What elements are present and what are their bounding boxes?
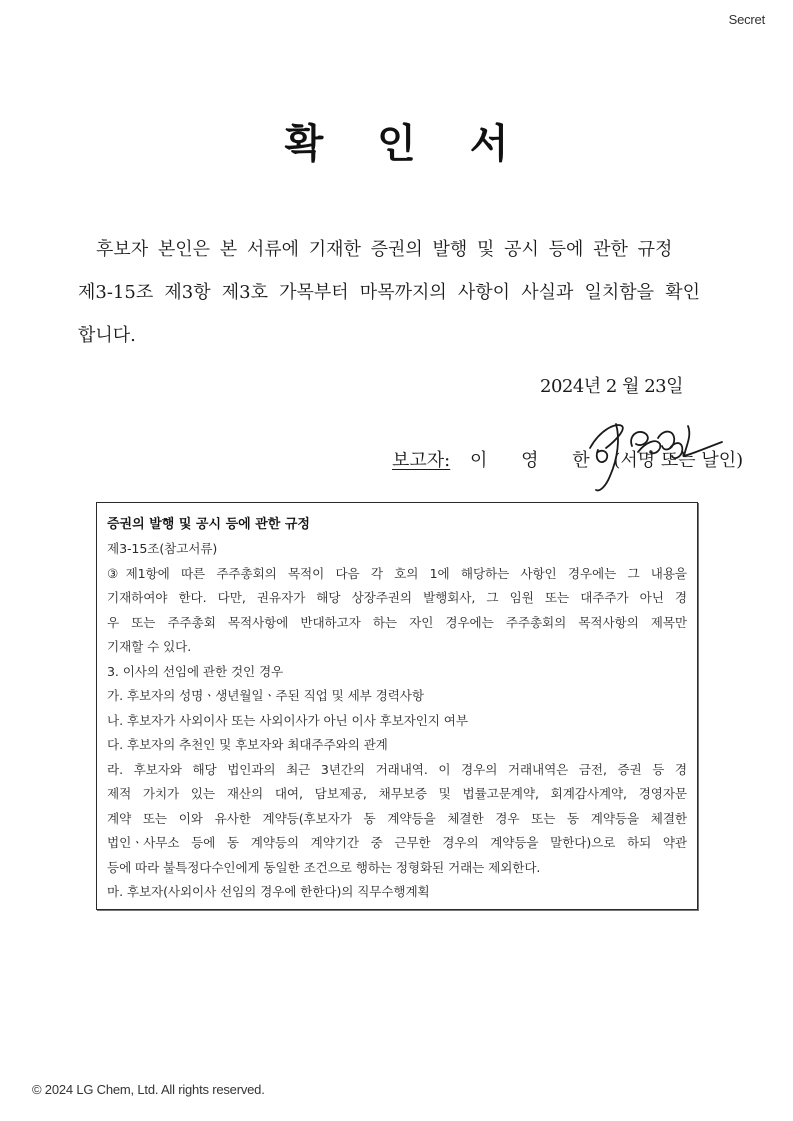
- statement-line: [78, 228, 700, 271]
- signature-note: (서명 또는 날인): [613, 450, 744, 471]
- statement-line: [78, 271, 700, 314]
- statement-line-text: 후보자 본인은 본 서류에 기재한 증권의 발행 및 공시 등에 관한 규정: [96, 239, 673, 260]
- document-title: 확 인 서: [284, 121, 529, 167]
- regulation-line: 기재하여야 한다. 다만, 권유자가 해당 상장주권의 발행회사, 그 임원 또는 대주주가 아닌 경: [107, 590, 687, 605]
- confirmation-statement: [78, 228, 700, 357]
- regulation-title: 증권의 발행 및 공시 등에 관한 규정: [107, 517, 310, 532]
- regulation-line: 법인ㆍ사무소 등에 동 계약등의 계약기간 중 근무한 경우의 계약등을 말한다)으로 하되 약관: [107, 835, 687, 850]
- regulation-line: 우 또는 주주총회 목적사항에 반대하고자 하는 자인 경우에는 주주총회의 목적사항의 제목만: [107, 614, 687, 630]
- regulation-line: 등에 따라 불특정다수인에게 동일한 조건으로 행하는 정형화된 거래는 제외한다.: [107, 859, 541, 875]
- reporter-label: 보고자:: [392, 450, 451, 471]
- classification-label: Secret: [728, 12, 765, 27]
- regulation-reference-box: [96, 502, 698, 910]
- regulation-line: 계약 또는 이와 유사한 계약등(후보자가 동 계약등을 체결한 경우 또는 동 계약등을 체결한: [107, 810, 687, 826]
- handwritten-signature-icon: [580, 408, 730, 498]
- regulation-line: 기재할 수 있다.: [107, 639, 192, 654]
- regulation-item: 마. 후보자(사외이사 선임의 경우에 한한다)의 직무수행계획: [107, 884, 430, 899]
- reporter-name: 이 영 한: [469, 450, 604, 471]
- regulation-item: 가. 후보자의 성명ㆍ생년월일ㆍ주된 직업 및 세부 경력사항: [107, 688, 424, 703]
- regulation-item: 나. 후보자가 사외이사 또는 사외이사가 아닌 이사 후보자인지 여부: [107, 712, 468, 728]
- document-date: 2024년 2 월 23일: [540, 376, 683, 397]
- statement-line-text: 제3-15조 제3항 제3호 가목부터 마목까지의 사항이 사실과 일치함을 확인: [78, 282, 700, 303]
- regulation-item: 다. 후보자의 추천인 및 후보자와 최대주주와의 관계: [107, 737, 388, 752]
- statement-line: [78, 314, 700, 357]
- regulation-item: 라. 후보자와 해당 법인과의 최근 3년간의 거래내역. 이 경우의 거래내역은 금전, 증권 등 경: [107, 761, 687, 777]
- regulation-item: 3. 이사의 선임에 관한 것인 경우: [107, 663, 284, 679]
- regulation-article: 제3-15조(참고서류): [107, 541, 218, 556]
- regulation-line: 제적 가치가 있는 재산의 대여, 담보제공, 채무보증 및 법률고문계약, 회계감사계약, 경영자문: [107, 786, 687, 801]
- regulation-line: ③제1항에 따른 주주총회의 목적이 다음 각 호의 1에 해당하는 사항인 경우에는 그 내용을: [107, 565, 687, 581]
- statement-line-text: 합니다.: [78, 325, 136, 346]
- copyright-footer: © 2024 LG Chem, Ltd. All rights reserved.: [32, 1082, 265, 1097]
